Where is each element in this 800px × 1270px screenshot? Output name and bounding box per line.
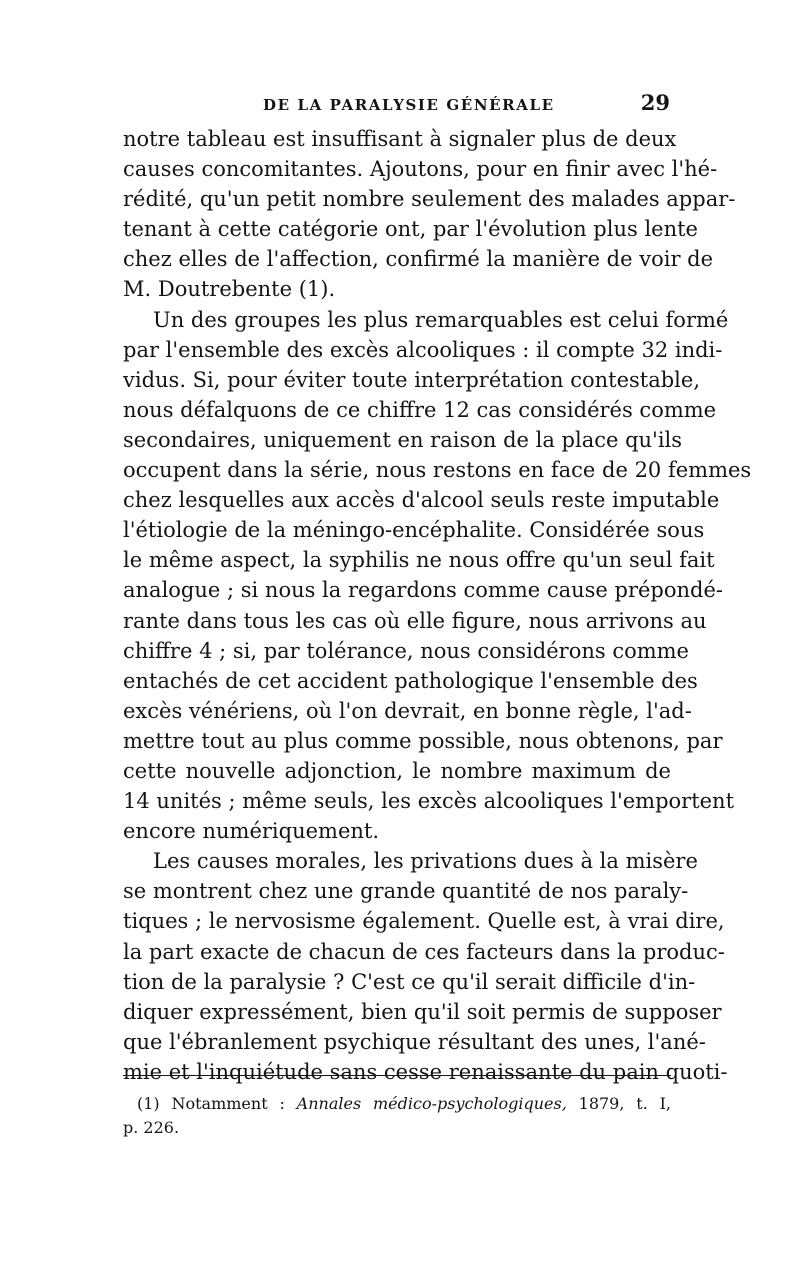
text-line: excès vénériens, où l'on devrait, en bonne règle, l'ad- — [123, 698, 692, 723]
footnote-citation-tail: 1879, t. I, — [578, 1094, 672, 1113]
text-line: tenant à cette catégorie ont, par l'évolution plus lente — [123, 217, 698, 242]
text-line: tion de la paralysie ? C'est ce qu'il serait difficile d'in- — [123, 969, 696, 994]
text-line: diquer expressément, bien qu'il soit permis de supposer — [123, 999, 722, 1024]
text-line: se montrent chez une grande quantité de nos paraly- — [123, 879, 689, 904]
text-line: l'étiologie de la méningo-encéphalite. Considérée sous — [123, 518, 705, 543]
text-line: chez elles de l'affection, confirmé la manière de voir de — [123, 247, 714, 272]
text-line: la part exacte de chacun de ces facteurs dans la produc- — [123, 939, 725, 964]
footnote-line-2: p. 226. — [123, 1118, 180, 1137]
text-line: le même aspect, la syphilis ne nous offre qu'un seul fait — [123, 548, 715, 573]
text-line: M. Doutrebente (1). — [123, 277, 336, 302]
footnote-lead: (1) Notamment : — [137, 1094, 285, 1113]
text-line: cette nouvelle adjonction, le nombre maximum de — [123, 758, 671, 783]
body-text — [123, 124, 752, 1087]
text-line: mettre tout au plus comme possible, nous obtenons, par — [123, 728, 723, 753]
text-line: que l'ébranlement psychique résultant des unes, l'ané- — [123, 1029, 706, 1054]
text-line: notre tableau est insuffisant à signaler plus de deux — [123, 127, 677, 151]
footnote-line — [123, 1092, 671, 1116]
text-line: occupent dans la série, nous restons en face de 20 femmes — [123, 458, 752, 483]
footnote-rule — [123, 1075, 671, 1076]
text-line: encore numériquement. — [123, 819, 380, 844]
paragraph-start-line: Les causes morales, les privations dues à la misère — [153, 849, 698, 874]
text-line: analogue ; si nous la regardons comme cause prépondé- — [123, 578, 724, 603]
text-line: chez lesquelles aux accès d'alcool seuls reste imputable — [123, 488, 720, 513]
text-line: rante dans tous les cas où elle figure, nous arrivons au — [123, 608, 707, 633]
text-line: causes concomitantes. Ajoutons, pour en finir avec l'hé- — [123, 157, 718, 182]
text-line: vidus. Si, pour éviter toute interprétation contestable, — [123, 367, 700, 392]
page-number: 29 — [640, 90, 670, 115]
text-line: mie et l'inquiétude sans cesse renaissante du pain quoti- — [123, 1059, 728, 1084]
text-line: chiffre 4 ; si, par tolérance, nous considérons comme — [123, 638, 689, 663]
text-line: par l'ensemble des excès alcooliques : il compte 32 indi- — [123, 337, 723, 362]
footnote — [123, 1092, 671, 1140]
text-line: secondaires, uniquement en raison de la place qu'ils — [123, 427, 683, 452]
running-title: DE LA PARALYSIE GÉNÉRALE — [263, 96, 555, 114]
paragraph-start-line: Un des groupes les plus remarquables est celui formé — [153, 307, 729, 332]
running-head — [118, 90, 670, 120]
text-line: 14 unités ; même seuls, les excès alcooliques l'emportent — [123, 789, 735, 814]
text-line: tiques ; le nervosisme également. Quelle est, à vrai dire, — [123, 909, 725, 934]
footnote-journal: Annales médico-psychologiques, — [296, 1094, 567, 1113]
text-line: entachés de cet accident pathologique l'ensemble des — [123, 668, 698, 693]
text-line: rédité, qu'un petit nombre seulement des malades appar- — [123, 187, 736, 212]
text-line: nous défalquons de ce chiffre 12 cas considérés comme — [123, 397, 717, 422]
